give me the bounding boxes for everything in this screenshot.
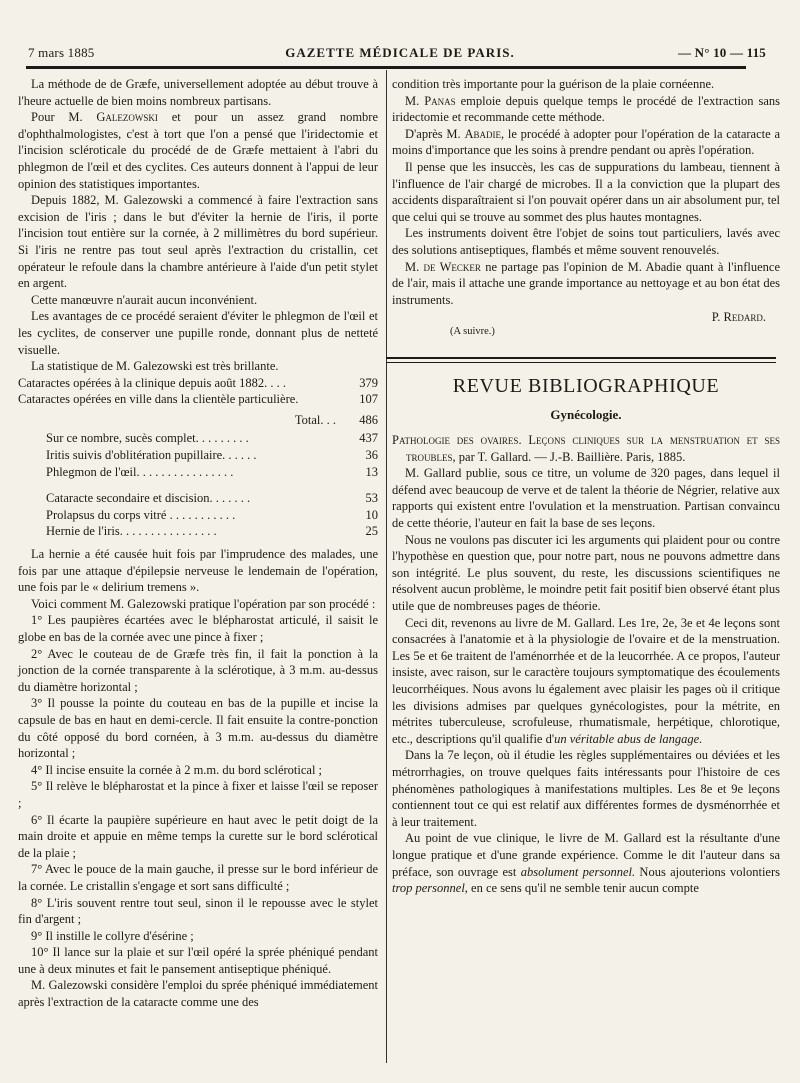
stat-row: Cataractes opérées à la clinique depuis août 1882. . . . 379 — [18, 375, 378, 390]
section-separator — [392, 357, 780, 363]
paragraph: Les instruments doivent être l'objet de soins tout particuliers, lavés avec des solutions antiseptiques, flambés et même souvent renouvelés. — [392, 226, 780, 257]
paragraph: Depuis 1882, M. Galezowski a commencé à faire l'extraction sans excision de l'iris ; dans le but d'éviter la hernie de l'iris, il porte l'incision tout entière sur la cornée, à 2 millimètres du bord supérieur. Si l'iris ne rentre pas tout seul après l'extraction du cristallin, cet opérateur le refoule dans la chambre antérieure à l'aide d'un petit stylet en argent. — [18, 193, 378, 291]
page-header — [28, 42, 772, 64]
paragraph: M. de Wecker ne partage pas l'opinion de M. Abadie quant à l'influence de l'air, mais il attache une grande importance au nettoyage et au bon état des instruments. — [392, 259, 781, 307]
right-column — [392, 76, 780, 897]
procedure-step: 7° Avec le pouce de la main gauche, il presse sur le bord inférieur de la cornée. Le cristallin s'engage et sort sans difficulté ; — [18, 862, 378, 893]
column-divider — [386, 70, 387, 1063]
bibliographic-reference: Pathologie des ovaires. Leçons cliniques sur la menstruation et ses troubles, par T. Gallard. — J.-B. Baillière. Paris, 1885. — [392, 433, 780, 464]
paragraph: Ceci dit, revenons au livre de M. Gallard. Les 1re, 2e, 3e et 4e leçons sont consacrées à l'anatomie et à la physiologie de l'ovaire et de la menstruation. Les 5e et 6e traitent de l'aménorrhée et de la leucorrhée. A ce propos, l'auteur insiste, avec raison, sur le caractère toujours symptomatique des écoulements leucorrhéiques. Nous avons lu également avec plaisir les pages où il critique les divisions admises par quelques gynécologistes, pour la métrite, en métrites tuberculeuse, scrofuleuse, rhumatismale, herpétique, chlorotique, etc., descriptions qu'il qualifie d'un véritable abus de langage. — [392, 615, 780, 746]
paragraph: condition très importante pour la guérison de la plaie cornéenne. — [392, 77, 715, 91]
procedure-step: 1° Les paupières écartées avec le blépharostat articulé, il saisit le globe en bas de la cornée avec une pince à fixer ; — [18, 613, 378, 644]
stat-row: Hernie de l'iris. . . . . . . . . . . . . . . . 25 — [46, 524, 378, 539]
separator-rule — [386, 357, 776, 359]
paragraph: Pour M. Galezowski et pour un assez grand nombre d'ophthalmologistes, c'est à tort que l'on a pensé que l'iridectomie et l'incision scléroticale du procédé de de Græfe mettaient à l'abri du phlegmon de l'œil et des cyclites. Ces auteurs donnent à l'appui de leur opinion des statistiques importantes. — [18, 110, 379, 191]
separator-rule — [386, 362, 776, 363]
paragraph: Au point de vue clinique, le livre de M. Gallard est la résultante d'une longue pratique et d'une grande expérience. Comme le dit l'auteur dans sa préface, son ouvrage est absolument personnel. Nous ajouterions volontiers trop personnel, en ce sens qu'il ne semble tenir aucun compte — [392, 831, 780, 896]
procedure-step: 8° L'iris souvent rentre tout seul, sinon il le repousse avec le stylet fin d'argent ; — [18, 895, 378, 927]
paragraph: Dans la 7e leçon, où il étudie les règles supplémentaires ou déviées et les métrorrhagies, on trouve quelques faits intéressants pour l'histoire de ces phénomènes pathologiques à manifestations multiples. Les 8e et 9e leçons contiennent tout ce qui est relatif aux différentes formes de dysménorrhée et à leur traitement. — [392, 748, 780, 829]
paragraph: La statistique de M. Galezowski est très brillante. — [31, 359, 279, 374]
paragraph: M. Gallard publie, sous ce titre, un volume de 320 pages, dans lequel il défend avec beaucoup de verve et de talent la théorie de Négrier, relative aux rapports qui existent entre l'ovulation et la menstruation. Partisan convaincu de cette théorie, l'auteur en fait la base de ses leçons. — [392, 466, 780, 531]
statistics-outcomes — [18, 430, 378, 540]
issue-page-number: — N° 10 — 115 — [678, 45, 766, 60]
stat-row: Sur ce nombre, sucès complet. . . . . . . . . 437 — [46, 431, 378, 446]
to-be-continued: (A suivre.) — [450, 325, 495, 337]
paragraph: M. Panas emploie depuis quelque temps le procédé de l'extraction sans iridectomie et recommande cette méthode. — [392, 93, 780, 125]
stat-row: Cataracte secondaire et discision. . . . . . . 53 — [46, 491, 378, 506]
left-column — [18, 76, 378, 1011]
stat-row: Cataractes opérées en ville dans la clientèle particulière. 107 — [18, 392, 378, 407]
section-title: REVUE BIBLIOGRAPHIQUE — [452, 374, 720, 397]
paragraph: Cette manœuvre n'aurait aucun inconvénient. — [31, 292, 258, 307]
article-signature: P. Redard. — [711, 310, 766, 325]
paragraph: M. Galezowski considère l'emploi du sprée phéniqué immédiatement après l'extraction de la cataracte comme une des — [18, 978, 378, 1010]
author-name: Panas — [424, 93, 456, 108]
procedure-step: 2° Avec le couteau de de Græfe très fin, il fait la ponction à la jonction de la cornée transparente à la sclérotique, à 3 m.m. au-dessus du diamètre horizontal ; — [18, 646, 378, 694]
procedure-step: 6° Il écarte la paupière supérieure en haut avec le petit doigt de la main droite et appuie en même temps la curette sur le bord sclérotical de la plaie ; — [18, 812, 378, 860]
author-name: Galezowski — [96, 110, 158, 125]
paragraph: La méthode de de Græfe, universellement adoptée au début trouve à l'heure actuelle de bien moins nombreux partisans. — [18, 77, 378, 108]
stat-total: Total. . . 486 — [294, 412, 378, 427]
procedure-step: 5° Il relève le blépharostat et la pince à fixer et laisse l'œil se reposer ; — [18, 779, 378, 810]
paragraph: Nous ne voulons pas discuter ici les arguments qui plaident pour ou contre l'hypothèse en question que, pour notre part, nous ne pouvons admettre dans son intégrité. Le plus souvent, du reste, les discussions scientifiques ne résolvent aucun problème, le moindre petit fait positif bien observé étant plus utile que de nombreuses pages de théorie. — [392, 532, 780, 614]
statistics-main — [18, 375, 378, 408]
paragraph: La hernie a été causée huit fois par l'imprudence des malades, une fois par une attaque d'épilepsie nerveuse le lendemain de l'opération, une fois par le « delirium tremens ». — [18, 547, 378, 595]
paragraph: Il pense que les insuccès, les cas de suppurations du lambeau, tiennent à l'influence de l'air chargé de microbes. Il a la conviction que la plupart des accidents disparaîtraient si l'on pouvait opérer dans un air absolument pur, tel que celui qui se trouve au sommet des plus hautes montagnes. — [392, 159, 780, 224]
stat-row: Phlegmon de l'œil. . . . . . . . . . . . . . . . 13 — [46, 464, 378, 479]
procedure-step: 9° Il instille le collyre d'ésérine ; — [31, 928, 194, 943]
procedure-step: 4° Il incise ensuite la cornée à 2 m.m. du bord sclérotical ; — [31, 762, 323, 777]
author-name: Abadie — [464, 126, 501, 141]
issue-date: 7 mars 1885 — [28, 45, 95, 60]
stat-row: Iritis suivis d'oblitération pupillaire. . . . . . 36 — [46, 448, 378, 463]
journal-title: GAZETTE MÉDICALE DE PARIS. — [285, 45, 515, 60]
procedure-step: 10° Il lance sur la plaie et sur l'œil opéré la sprée phéniqué pendant une à deux minutes et fait le pansement antiseptique phéniqué. — [18, 945, 378, 976]
procedure-step: 3° Il pousse la pointe du couteau en bas de la pupille et incise la capsule de bas en haut en demi-cercle. Il fait ensuite la contre-ponction du côté opposé du bord cornéen, à 3 m.m. au-dessus du diamètre horizontal ; — [18, 696, 378, 761]
paragraph: Les avantages de ce procédé seraient d'éviter le phlegmon de l'œil et les cyclites, de conserver une pupille ronde, donnant plus de netteté visuelle. — [18, 309, 378, 357]
stat-row: Prolapsus du corps vitré . . . . . . . . . . . 10 — [46, 507, 378, 522]
paragraph: D'après M. Abadie, le procédé à adopter pour l'opération de la cataracte a moins d'importance que les soins à prendre pendant ou après l'opération. — [392, 126, 780, 158]
subsection-title: Gynécologie. — [550, 406, 622, 422]
author-name: de Wecker — [423, 259, 481, 274]
header-rule — [26, 66, 746, 69]
paragraph: Voici comment M. Galezowski pratique l'opération par son procédé : — [31, 596, 376, 611]
